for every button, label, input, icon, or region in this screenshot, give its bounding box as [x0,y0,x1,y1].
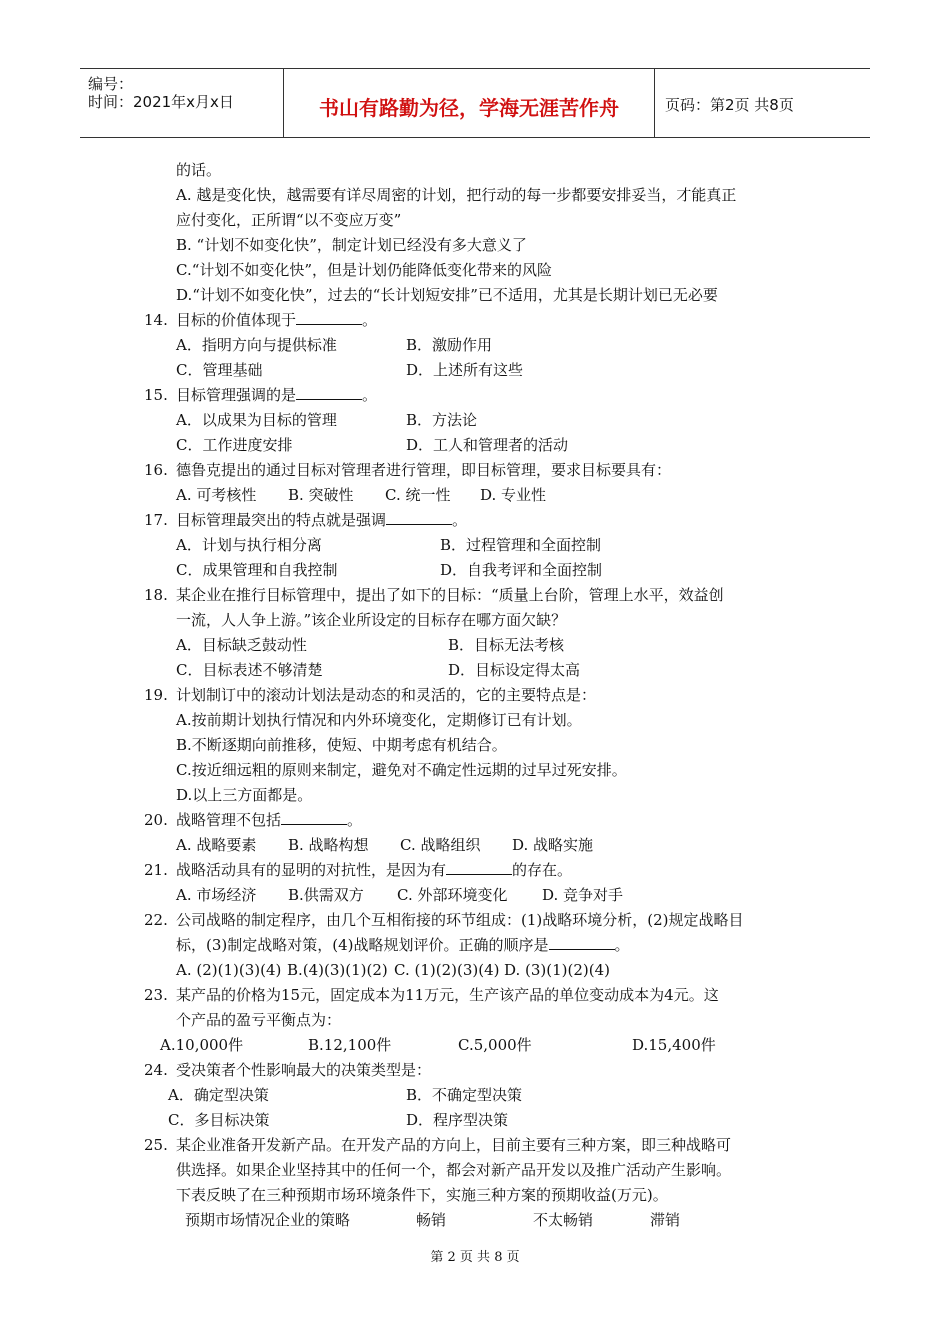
q20-number: 20. [144,811,168,829]
q25-stem-line2: 供选择。如果企业坚持其中的任何一个，都会对新产品开发以及推广活动产生影响。 [176,1161,732,1179]
q14-option-d: D．上述所有这些 [406,361,524,379]
answer-blank [296,385,362,400]
q15-stem: 目标管理强调的是 。 [176,386,378,404]
q23-stem-line1: 某产品的价格为15元，固定成本为11万元，生产该产品的单位变动成本为4元。这 [176,986,719,1004]
q25-table-header-unsalable: 滞销 [650,1211,681,1229]
q13-option-d: D.“计划不如变化快”，过去的“长计划短安排”已不适用，尤其是长期计划已无必要 [176,286,718,304]
q19-option-a: A.按前期计划执行情况和内外环境变化，定期修订已有计划。 [176,711,582,729]
q24-option-c: C．多目标决策 [168,1111,270,1129]
q18-option-b: B．目标无法考核 [448,636,565,654]
q25-stem-line1: 某企业准备开发新产品。在开发产品的方向上，目前主要有三种方案，即三种战略可 [176,1136,732,1154]
q18-option-c: C．目标表述不够清楚 [176,661,323,679]
q15-number: 15. [144,386,168,404]
q22-stem-line1: 公司战略的制定程序，由几个互相衔接的环节组成：(1)战略环境分析，(2)规定战略目 [176,911,744,929]
q22-option-c: C. (1)(2)(3)(4) [394,961,500,979]
q20-option-d: D. 战略实施 [512,836,594,854]
q22-number: 22. [144,911,168,929]
q16-stem: 德鲁克提出的通过目标对管理者进行管理，即目标管理，要求目标要具有： [176,461,672,479]
q14-option-b: B．激励作用 [406,336,493,354]
q23-stem-line2: 个产品的盈亏平衡点为： [176,1011,342,1029]
time-label: 时间：2021年x月x日 [88,93,234,111]
q19-stem: 计划制订中的滚动计划法是动态的和灵活的，它的主要特点是： [176,686,597,704]
page-indicator: 页码：第2页 共8页 [665,96,794,114]
answer-blank [446,860,512,875]
q24-option-a: A．确定型决策 [168,1086,269,1104]
header-right-cell [655,69,870,137]
q18-option-a: A．目标缺乏鼓动性 [176,636,307,654]
q18-stem-line1: 某企业在推行目标管理中，提出了如下的目标：“质量上台阶，管理上水平，效益创 [176,586,724,604]
q24-option-b: B．不确定型决策 [406,1086,523,1104]
q23-option-c: C.5,000件 [458,1036,532,1054]
q18-stem-line2: 一流，人人争上游。”该企业所设定的目标存在哪方面欠缺？ [176,611,567,629]
q13-option-c: C.“计划不如变化快”，但是计划仍能降低变化带来的风险 [176,261,553,279]
answer-blank [281,810,347,825]
q14-option-a: A．指明方向与提供标准 [176,336,337,354]
q16-option-d: D. 专业性 [480,486,547,504]
q24-option-d: D．程序型决策 [406,1111,509,1129]
q15-option-a: A．以成果为目标的管理 [176,411,337,429]
q23-option-a: A.10,000件 [160,1036,244,1054]
q20-option-c: C. 战略组织 [400,836,481,854]
q13-option-b: B. “计划不如变化快”，制定计划已经没有多大意义了 [176,236,527,254]
q19-option-b: B.不断逐期向前推移，使短、中期考虑有机结合。 [176,736,507,754]
q19-option-d: D.以上三方面都是。 [176,786,313,804]
q22-option-d: D. (3)(1)(2)(4) [504,961,611,979]
q16-option-c: C. 统一性 [385,486,451,504]
q21-option-c: C. 外部环境变化 [397,886,508,904]
q21-stem: 战略活动具有的显明的对抗性，是因为有 的存在。 [176,861,573,879]
answer-blank [549,935,615,950]
q25-table-header-strategy: 预期市场情况企业的策略 [185,1211,351,1229]
answer-blank [386,510,452,525]
q21-option-b: B.供需双方 [288,886,364,904]
q21-option-a: A. 市场经济 [176,886,257,904]
q20-stem: 战略管理不包括 。 [176,811,363,829]
q18-number: 18. [144,586,168,604]
q16-number: 16. [144,461,168,479]
q25-table-header-bestselling: 畅销 [416,1211,447,1229]
q14-option-c: C．管理基础 [176,361,263,379]
q16-option-b: B. 突破性 [288,486,354,504]
q21-option-d: D. 竞争对手 [542,886,624,904]
q21-number: 21. [144,861,168,879]
q15-option-b: B．方法论 [406,411,478,429]
q13-continuation: 的话。 [176,161,222,179]
page-header [80,68,870,138]
q17-option-c: C．成果管理和自我控制 [176,561,338,579]
number-label: 编号： [88,75,134,93]
q23-number: 23. [144,986,168,1004]
q19-number: 19. [144,686,168,704]
q19-option-c: C.按近细远粗的原则来制定，避免对不确定性远期的过早过死安排。 [176,761,627,779]
q22-option-b: B.(4)(3)(1)(2) [287,961,388,979]
q17-stem: 目标管理最突出的特点就是强调 。 [176,511,468,529]
q24-number: 24. [144,1061,168,1079]
q23-option-b: B.12,100件 [308,1036,392,1054]
q25-stem-line3: 下表反映了在三种预期市场环境条件下，实施三种方案的预期收益(万元)。 [176,1186,668,1204]
q13-option-a-line1: A. 越是变化快，越需要有详尽周密的计划，把行动的每一步都要安排妥当，才能真正 [176,186,737,204]
q17-option-d: D．自我考评和全面控制 [440,561,603,579]
q13-option-a-line2: 应付变化，正所谓“以不变应万变” [176,211,402,229]
q20-option-a: A. 战略要素 [176,836,257,854]
q16-option-a: A. 可考核性 [176,486,257,504]
q18-option-d: D．目标设定得太高 [448,661,581,679]
q22-stem-line2: 标，(3)制定战略对策，(4)战略规划评价。正确的顺序是 。 [176,936,630,954]
q14-stem: 目标的价值体现于 。 [176,311,378,329]
q25-table-header-moderate: 不太畅销 [533,1211,594,1229]
q25-number: 25. [144,1136,168,1154]
q15-option-d: D．工人和管理者的活动 [406,436,569,454]
q17-option-b: B．过程管理和全面控制 [440,536,602,554]
header-left-cell [80,69,284,137]
header-motto: 书山有路勤为径，学海无涯苦作舟 [319,96,619,120]
q15-option-c: C．工作进度安排 [176,436,293,454]
page-footer: 第 2 页 共 8 页 [430,1250,520,1265]
header-middle-cell [284,69,655,137]
q20-option-b: B. 战略构想 [288,836,369,854]
q14-number: 14. [144,311,168,329]
q23-option-d: D.15,400件 [632,1036,716,1054]
q17-option-a: A．计划与执行相分离 [176,536,322,554]
q22-option-a: A. (2)(1)(3)(4) [176,961,282,979]
q24-stem: 受决策者个性影响最大的决策类型是： [176,1061,432,1079]
q17-number: 17. [144,511,168,529]
answer-blank [296,310,362,325]
